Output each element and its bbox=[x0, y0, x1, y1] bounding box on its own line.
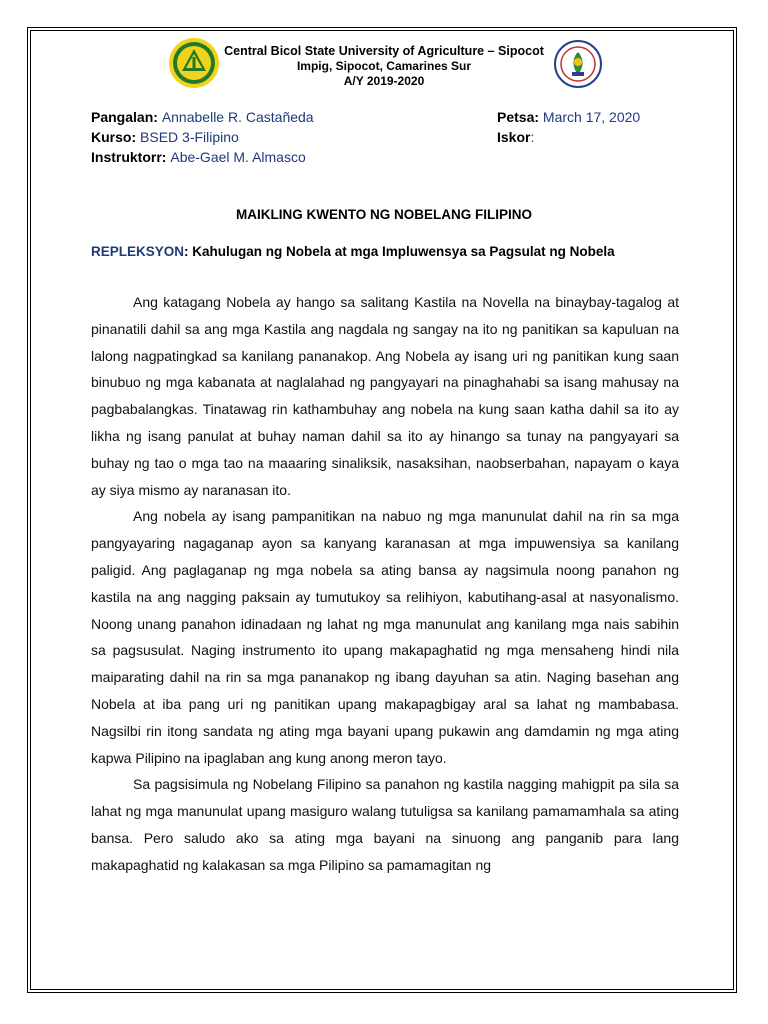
instructor-row: Instruktorr: Abe-Gael M. Almasco bbox=[91, 149, 306, 165]
paragraph: Ang nobela ay isang pampanitikan na nabuo ng mga manunulat dahil na rin sa mga pangyayaring nagaganap ayon sa kanyang karanasan at mga impuwensiya sa kanilang paligid. Ang paglaganap ng mga nobela sa ating bansa ay nagsimula noong panahon ng kastila na ang nagging paksain ay tumutukoy sa relihiyon, kabutihang-asal at nasyonalismo. Noong unang panahon idinadaan ng lahat ng mga manunulat ang kanilang mga nais sabihin sa pagsusulat. Naging instrumento ito upang makapaghatid ng mga mensaheng hindi nila maiparating dahil na rin sa mga pananakop ng ibang dayuhan sa atin. Naging basehan ang Nobela at iba pang uri ng panitikan upang makapagbigay aral sa lahat ng mambabasa. Nagsilbi rin itong sandata ng ating mga bayani upang pukawin ang damdamin ng mga ating kapwa Pilipino na ipaglaban ang kung anong meron tayo. bbox=[91, 508, 679, 766]
reflection-topic: Kahulugan ng Nobela at mga Impluwensya sa Pagsulat ng Nobela bbox=[192, 244, 615, 259]
course-label: Kurso bbox=[91, 129, 132, 145]
name-value: Annabelle R. Castañeda bbox=[161, 109, 314, 125]
academic-year: A/Y 2019-2020 bbox=[343, 74, 425, 88]
date-score-info bbox=[497, 107, 640, 147]
document-header bbox=[0, 44, 768, 89]
student-info bbox=[91, 107, 314, 167]
name-row: Pangalan: Annabelle R. Castañeda bbox=[91, 109, 314, 125]
date-label: Petsa bbox=[497, 109, 535, 125]
paragraph: Sa pagsisimula ng Nobelang Filipino sa panahon ng kastila nagging mahigpit pa sila sa lahat ng mga manunulat upang masiguro walang tutuligsa sa kanilang pamamamhala sa ating bansa. Pero saludo ako sa ating mga bayani na sinuong ang panganib para lang makapaghatid ng kalakasan sa mga Pilipino sa pamamagitan ng bbox=[91, 776, 679, 873]
course-value: BSED 3-Filipino bbox=[140, 129, 239, 145]
date-row: Petsa: March 17, 2020 bbox=[497, 109, 641, 125]
instructor-label: Instruktorr bbox=[91, 149, 162, 165]
document-title: MAIKLING KWENTO NG NOBELANG FILIPINO bbox=[236, 207, 532, 222]
name-label: Pangalan bbox=[91, 109, 154, 125]
course-row: Kurso: BSED 3-Filipino bbox=[91, 129, 239, 145]
score-label: Iskor bbox=[497, 129, 531, 145]
reflection-label: REPLEKSYON bbox=[91, 244, 185, 259]
instructor-value: Abe-Gael M. Almasco bbox=[170, 149, 306, 165]
paragraph: Ang katagang Nobela ay hango sa salitang Kastila na Novella na binaybay-tagalog at pinanatili dahil sa ang mga Kastila ang nagdala ng sangay na ito ng panitikan sa kapuluan na lalong nagpatingkad sa kanilang pananakop. Ang Nobela ay isang uri ng panitikan kung saan binubuo ng mga kabanata at naglalahad ng pangyayari na pinaghahabi sa isang mahusay na pagbabalangkas. Tinatawag rin kathambuhay ang nobela na kung saan katha dahil sa ito ay likha ng isang panulat at buhay naman dahil sa ito ay hinango sa tunay na pangyayari sa buhay ng tao o mga tao na maaaring sinaliksik, nasaksihan, naobserbahan, napayam o kaya ay siya mismo ay naranasan ito. bbox=[91, 294, 679, 498]
score-row: Iskor: bbox=[497, 129, 535, 145]
date-value: March 17, 2020 bbox=[542, 109, 641, 125]
reflection-subtitle: REPLEKSYON: Kahulugan ng Nobela at mga Impluwensya sa Pagsulat ng Nobela bbox=[91, 244, 615, 259]
university-name: Central Bicol State University of Agriculture – Sipocot bbox=[224, 44, 544, 58]
university-address: Impig, Sipocot, Camarines Sur bbox=[296, 59, 472, 73]
essay-body bbox=[91, 289, 679, 879]
